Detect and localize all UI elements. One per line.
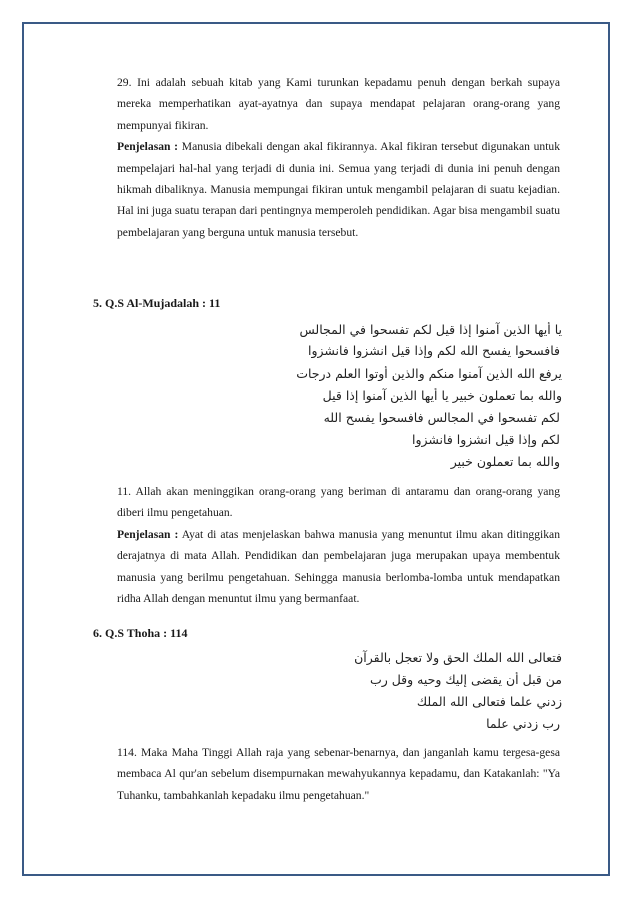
verse-11-explanation-label: Penjelasan : — [117, 527, 179, 541]
verse-29-explanation-label: Penjelasan : — [117, 140, 179, 154]
arabic-line: ﻟﻜﻢ ﻭﺇﺫﺍ ﻗﻴﻞ ﺍﻧﺸﺰﻭﺍ ﻓﺎﻧﺸﺰﻭﺍ — [411, 432, 560, 447]
verse-114-translation: 114. Maka Maha Tinggi Allah raja yang sebenar-benarnya, dan janganlah kamu tergesa-gesa membaca Al qur'an sebelum disempurnakan mewahyukannya kepadamu, dan Katakanlah: "Ya Tuhanku, tambahkanlah kepadaku ilmu pengetahuan." — [117, 746, 560, 802]
arabic-line: ﺯﺩﻧﻲ ﻋﻠﻤﺎ ﻓﺘﻌﺎﻟﻰ ﺍﻟﻠﻪ ﺍﻟﻤﻠﻚ — [416, 694, 562, 709]
verse-11-translation — [117, 481, 560, 609]
arabic-line: ﻳﺮﻓﻊ ﺍﻟﻠﻪ ﺍﻟﺬﻳﻦ ﺁﻣﻨﻮﺍ ﻣﻨﻜﻢ ﻭﺍﻟﺬﻳﻦ ﺃﻭﺗﻮﺍ ﺍﻟﻌﻠﻢ ﺩﺭﺟﺎﺕ — [296, 366, 562, 381]
section-5-heading: 5. Q.S Al-Mujadalah : 11 — [93, 296, 221, 310]
arabic-line: ﻭﺍﻟﻠﻪ ﺑﻤﺎ ﺗﻌﻤﻠﻮﻥ ﺧﺒﻴﺮ ﻳﺎ ﺃﻳﻬﺎ ﺍﻟﺬﻳﻦ ﺁﻣﻨﻮﺍ ﺇﺫﺍ ﻗﻴﻞ — [322, 388, 562, 403]
verse-29-explanation: Manusia dibekali dengan akal fikirannya. Akal fikiran tersebut digunakan untuk mempelajari hal-hal yang terjadi di dunia ini. Semua yang terjadi di dunia ini penuh dengan hikmah dibaliknya. Manusia mempungai fikiran untuk mengambil pelajaran di suatu kejadian. Hal ini juga suatu terapan dari pentingnya memperoleh pendidikan. Agar bisa mengambil suatu pembelajaran yang berguna untuk manusia tersebut. — [117, 140, 561, 239]
arabic-line: ﻭﺍﻟﻠﻪ ﺑﻤﺎ ﺗﻌﻤﻠﻮﻥ ﺧﺒﻴﺮ — [450, 454, 560, 469]
verse-29-translation — [117, 72, 560, 243]
arabic-line: ﺭﺏ ﺯﺩﻧﻲ ﻋﻠﻤﺎ — [486, 716, 560, 731]
verse-11-explanation: Ayat di atas menjelaskan bahwa manusia yang menuntut ilmu akan ditinggikan derajatnya di mata Allah. Pendidikan dan pembelajaran juga merupakan upaya membentuk manusia yang berilmu pengetahuan. Sehingga manusia berlomba-lomba untuk mendapatkan ridha Allah dengan menuntut ilmu yang bermanfaat. — [117, 527, 560, 606]
arabic-line: ﻟﻜﻢ ﺗﻔﺴﺤﻮﺍ ﻓﻲ ﺍﻟﻤﺠﺎﻟﺲ ﻓﺎﻓﺴﺤﻮﺍ ﻳﻔﺴﺢ ﺍﻟﻠﻪ — [323, 410, 560, 425]
arabic-line: ﻳﺎ ﺃﻳﻬﺎ ﺍﻟﺬﻳﻦ ﺁﻣﻨﻮﺍ ﺇﺫﺍ ﻗﻴﻞ ﻟﻜﻢ ﺗﻔﺴﺤﻮﺍ ﻓﻲ ﺍﻟﻤﺠﺎﻟﺲ — [299, 322, 562, 337]
arabic-line: ﻣﻦ ﻗﺒﻞ ﺃﻥ ﻳﻘﻀﻰ ﺇﻟﻴﻚ ﻭﺣﻴﻪ ﻭﻗﻞ ﺭﺏ — [369, 672, 562, 687]
verse-11-text: 11. Allah akan meninggikan orang-orang yang beriman di antaramu dan orang-orang yang diberi ilmu pengetahuan. — [117, 485, 560, 520]
verse-29-text: 29. Ini adalah sebuah kitab yang Kami turunkan kepadamu penuh dengan berkah supaya mereka memperhatikan ayat-ayatnya dan supaya mendapat pelajaran orang-orang yang mempunyai fikiran. — [117, 76, 560, 132]
section-6-heading: 6. Q.S Thoha : 114 — [93, 626, 188, 640]
arabic-line: ﻓﺎﻓﺴﺤﻮﺍ ﻳﻔﺴﺢ ﺍﻟﻠﻪ ﻟﻜﻢ ﻭﺇﺫﺍ ﻗﻴﻞ ﺍﻧﺸﺰﻭﺍ ﻓﺎﻧﺸﺰﻭﺍ — [308, 343, 560, 358]
arabic-line: ﻓﺘﻌﺎﻟﻰ ﺍﻟﻠﻪ ﺍﻟﻤﻠﻚ ﺍﻟﺤﻖ ﻭﻻ ﺗﻌﺠﻞ ﺑﺎﻟﻘﺮﺁﻥ — [354, 650, 562, 665]
